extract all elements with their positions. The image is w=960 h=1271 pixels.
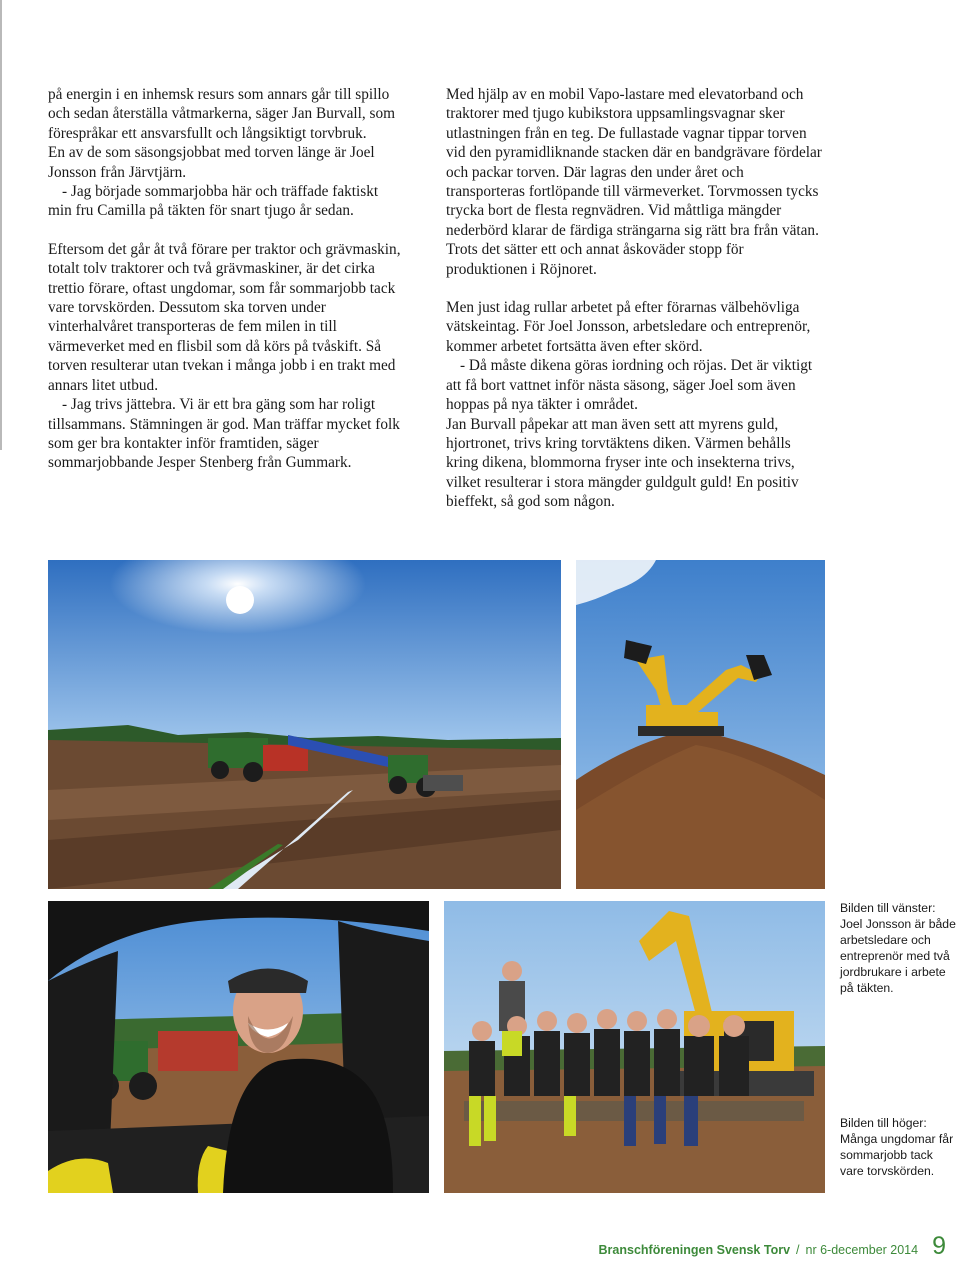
left-paragraph-1c: - Jag började sommarjobba här och träffade faktiskt min fru Camilla på täkten för snart tjugo år sedan. (48, 183, 379, 220)
right-paragraph-1: Med hjälp av en mobil Vapo-lastare med elevatorband och traktorer med tjugo kubikstora uppsamlingsvagnar sker utlastningen från en teg. De fullastade vagnar tippar torven vid den pyramidliknande stacken där en bandgrävare fördelar och packar torven. Där lagras den under året och transporteras fortlöpande till värmeverket. Torvmossen tycks trycka bort de flesta regnvädren. Vid måttliga mängder nederbörd klarar de färdiga strängarna sig rätt bra från vätan. Trots det sätter ett och annat åskoväder stopp för produktionen i Röjnoret. (446, 86, 822, 278)
joel-jonsson-in-cab-photo (48, 901, 429, 1193)
footer-brand: Branschföreningen Svensk Torv (598, 1243, 791, 1257)
caption-right-photo (840, 1115, 958, 1179)
caption-left-photo (840, 900, 958, 996)
summer-workers-group-photo (444, 901, 825, 1193)
right-paragraph-2a: Men just idag rullar arbetet på efter förarnas välbehövliga vätskeintag. För Joel Jonsson, arbetsledare och entreprenör, kommer arbetet fortsätta även efter skörd. (446, 299, 811, 355)
right-paragraph-2b: - Då måste dikena göras iordning och röjas. Det är viktigt att få bort vattnet inför nästa säsong, säger Joel som även hoppas på nya täkter i området. (446, 357, 813, 414)
footer-issue: nr 6-december 2014 (805, 1243, 919, 1257)
page-footer (599, 1232, 946, 1261)
caption-right-text: Bilden till höger: Många ungdomar får sommarjobb tack vare torvskörden. (840, 1116, 954, 1178)
page-number: 9 (932, 1232, 946, 1260)
page-edge-line (0, 0, 2, 450)
caption-left-text: Bilden till vänster: Joel Jonsson är både arbetsledare och entreprenör med två jordbrukare i arbete på täkten. (840, 901, 956, 995)
left-paragraph-2a: Eftersom det går åt två förare per traktor och grävmaskin, totalt tolv traktorer och två grävmaskiner, är det cirka trettio förare, oftast ungdomar, som får sommarjobb tack vare torvskörden. Dessutom ska torven under vinterhalvåret transporteras de fem milen in till värmeverket med en flisbil som då körs på tvåskift. Så torven resulterar utan tvekan i många jobb i en trakt med annars litet utbud. (48, 240, 401, 394)
right-text-column (446, 85, 826, 512)
left-paragraph-1b: En av de som säsongsjobbat med torven länge är Joel Jonsson från Järvtjärn. (48, 144, 375, 181)
left-paragraph-2b: - Jag trivs jättebra. Vi är ett bra gäng som har roligt tillsammans. Stämningen är god. Man träffar mycket folk som ger bra kontakter inför framtiden, säger sommarjobbande Jesper Stenberg från Gummark. (48, 396, 400, 472)
tractors-loading-peat-photo (48, 560, 561, 889)
left-text-column (48, 85, 403, 473)
excavator-on-peat-pile-photo (576, 560, 825, 889)
right-paragraph-2c: Jan Burvall påpekar att man även sett att myrens guld, hjortronet, trivs kring torvtäktens diken. Värmen behålls kring dikena, blommorna fryser inte och insekterna trivs, vilket resulterar i stora mängder guldgult guld! En positiv bieffekt, så god som någon. (446, 415, 799, 511)
left-paragraph-1a: på energin i en inhemsk resurs som annars går till spillo och sedan återställa våtmarkerna, säger Jan Burvall, som förespråkar ett ansvarsfullt och långsiktigt torvbruk. (48, 86, 396, 142)
footer-separator: / (796, 1243, 800, 1257)
